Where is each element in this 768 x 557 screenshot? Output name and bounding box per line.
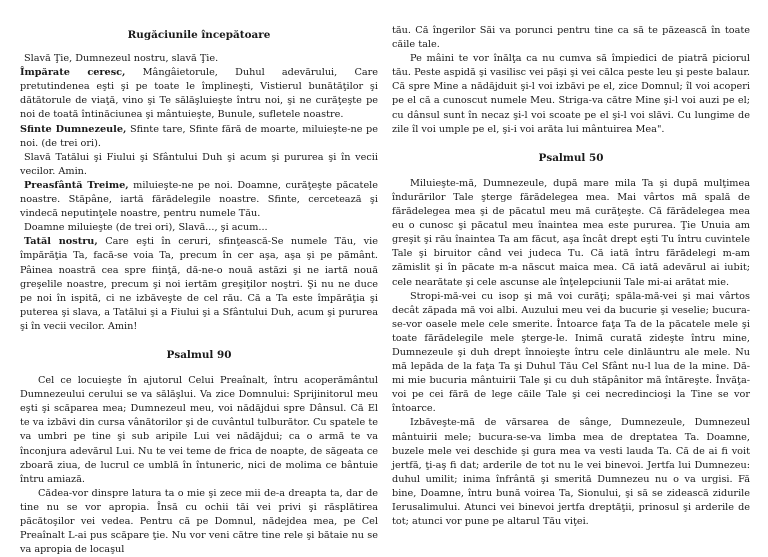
prayer-holy-trinity — [20, 179, 378, 221]
psalm-90-paragraph-4: Pe mâini te vor înălţa ca nu cumva să împiedici de piatră piciorul tău. Peste aspidă şi vasilisc vei păşi şi vei călca peste leu şi peste balaur. Că spre Mine a nădăjduit şi-l voi izbăvi pe el, zice Domnul; îl voi acoperi pe el că a cunoscut numele Meu. Striga-va către Mine şi-l voi auzi pe el; cu dânsul sunt în necaz şi-l voi scoate pe el şi-l voi slăvi. Cu lungime de zile îl voi umple pe el, şi-i voi arăta lui mântuirea Mea". — [392, 53, 750, 135]
prayer-heavenly-king-lead: Împărate ceresc, — [20, 67, 126, 79]
prayer-trisagion — [20, 123, 378, 151]
prayer-glory-father: Slavă Tatălui şi Fiului şi Sfântului Duh şi acum şi pururea şi în vecii vecilor. Amin. — [20, 151, 378, 177]
prayer-heavenly-king-text: Mângâietorule, Duhul adevărului, Care pretutindenea eşti şi pe toate le împlineşti, Vistierul bunătăţilor şi dătătorule de viaţă, vino şi Te sălăşluieşte întru noi, şi ne curăţeşte pe noi de toată întinăciunea şi mântuieşte, Bunule, sufletele noastre. — [20, 67, 379, 121]
prayer-trisagion-lead: Sfinte Dumnezeule, — [20, 123, 127, 135]
prayer-our-father-text: Care eşti în ceruri, sfinţească-Se numele Tău, vie împărăţia Ta, facă-se voia Ta, precum în cer aşa, aşa şi pe pământ. Pâinea noastră cea spre fiinţă, dă-ne-o nouă astăzi şi ne iartă nouă greşelile noastre, precum şi noi iertăm greşiţilor noştri. Şi nu ne duce pe noi în ispită, ci ne izbăveşte de cel rău. Că a Ta este împărăţia şi puterea şi slava, a Tatălui şi a Fiului şi a Sfântului Duh, acum şi pururea şi în vecii vecilor. Amin! — [20, 236, 378, 332]
psalm-90-paragraph-3: tău. Că îngerilor Săi va porunci pentru tine ca să te păzească în toate căile tale. — [392, 25, 750, 51]
psalm-50-paragraph-3: Izbăveşte-mă de vărsarea de sânge, Dumnezeule, Dumnezeul mântuirii mele; bucura-se-va limba mea de dreptatea Ta. Doamne, buzele mele vei deschide şi gura mea va vesti lauda Ta. Că de ai fi voit jertfă, ţi-aş fi dat; arderile de tot nu le vei binevoi. Jertfa lui Dumnezeu: duhul umilit; inima înfrântă şi smerită Dumnezeu nu o va urgisi. Fă bine, Doamne, întru bună voirea Ta, Sionului, şi să se zidească zidurile Ierusalimului. Atunci vei binevoi jertfa dreptăţii, prinosul şi arderile de tot; atunci vor pune pe altarul Tău viţei. — [392, 417, 750, 528]
title-psalm-90: Psalmul 90 — [166, 348, 232, 361]
title-opening-prayers: Rugăciunile începătoare — [127, 29, 271, 41]
prayer-trisagion-text: Sfinte tare, Sfinte fără de moarte, miluieşte-ne pe noi. (de trei ori). — [20, 123, 378, 149]
prayer-holy-trinity-lead: Preasfântă Treime, — [24, 179, 129, 191]
right-column — [392, 24, 750, 529]
psalm-50-paragraph-2: Stropi-mă-vei cu isop şi mă voi curăţi; spăla-mă-vei şi mai vârtos decât zăpada mă voi albi. Auzului meu vei da bucurie şi veselie; bucura-se-vor oasele mele cele smerite. Întoarce faţa Ta de la păcatele mele şi toate fărădelegile mele şterge-le. Inimă curată zideşte întru mine, Dumnezeule şi duh drept înnoieşte întru cele dinlăuntru ale mele. Nu mă lepăda de la faţa Ta şi Duhul Tău Cel Sfânt nu-l lua de la mine. Dă-mi mie bucuria mântuirii Tale şi cu duh stăpânitor mă întăreşte. Învăţa-voi pe cei fără de lege căile Tale şi cei necredincioşi la Tine se vor întoarce. — [392, 290, 750, 415]
prayer-holy-trinity-text: miluieşte-ne pe noi. Doamne, curăţeşte păcatele noastre. Stăpâne, iartă fărădelegile noastre. Sfinte, cercetează şi vindecă neputinţele noastre, pentru numele Tău. — [20, 179, 379, 220]
title-psalm-50: Psalmul 50 — [538, 151, 604, 164]
prayer-heavenly-king — [20, 66, 378, 122]
prayer-glory: Slavă Ţie, Dumnezeul nostru, slavă Ţie. — [24, 53, 219, 65]
prayer-our-father-lead: Tatăl nostru, — [24, 236, 98, 248]
psalm-50-paragraph-1: Miluieşte-mă, Dumnezeule, după mare mila Ta şi după mulţimea îndurărilor Tale şterge fărădelegea mea. Mai vârtos mă spală de fărădelegea mea şi de păcatul meu mă curăţeşte. Că fărădelegea mea eu o cunosc şi păcatul meu înaintea mea este pururea. Ţie Unuia am greşit şi rău înaintea Ta am făcut, aşa încât drept eşti Tu întru cuvintele Tale şi biruitor când vei judeca Tu. Că iată întru fărădelegi m-am zămislit şi în păcate m-a născut maica mea. Că iată adevărul ai iubit; cele nearătate şi cele ascunse ale înţelepciunii Tale mi-ai arătat mie. — [392, 177, 750, 288]
prayer-lord-have-mercy: Doamne miluieşte (de trei ori), Slavă..., şi acum... — [24, 222, 268, 234]
prayer-our-father — [20, 235, 378, 334]
psalm-90-paragraph-2: Cădea-vor dinspre latura ta o mie şi zece mii de-a dreapta ta, dar de tine nu se vor apropia. Însă cu ochii tăi vei privi şi răsplătirea păcătoşilor vei vedea. Pentru că pe Domnul, nădejdea mea, pe Cel Preaînalt L-ai pus scăpare ţie. Nu vor veni către tine rele şi bătaie nu se va apropia de locaşul — [20, 487, 378, 556]
psalm-90-paragraph-1: Cel ce locuieşte în ajutorul Celui Preaînalt, întru acoperământul Dumnezeului cerului se va sălăşlui. Va zice Domnului: Sprijinitorul meu eşti şi scăparea mea; Dumnezeul meu, voi nădăjdui spre Dânsul. Că El te va izbăvi din cursa vânătorilor şi de cuvântul tulburător. Cu spatele te va umbri pe tine şi sub aripile Lui vei nădăjdui; ca o armă te va înconjura adevărul Lui. Nu te vei teme de frica de noapte, de săgeata ce zboară ziua, de lucrul ce umblă în întuneric, nici de molima ce bântuie întru amiază. — [20, 375, 378, 485]
left-column — [20, 24, 378, 557]
